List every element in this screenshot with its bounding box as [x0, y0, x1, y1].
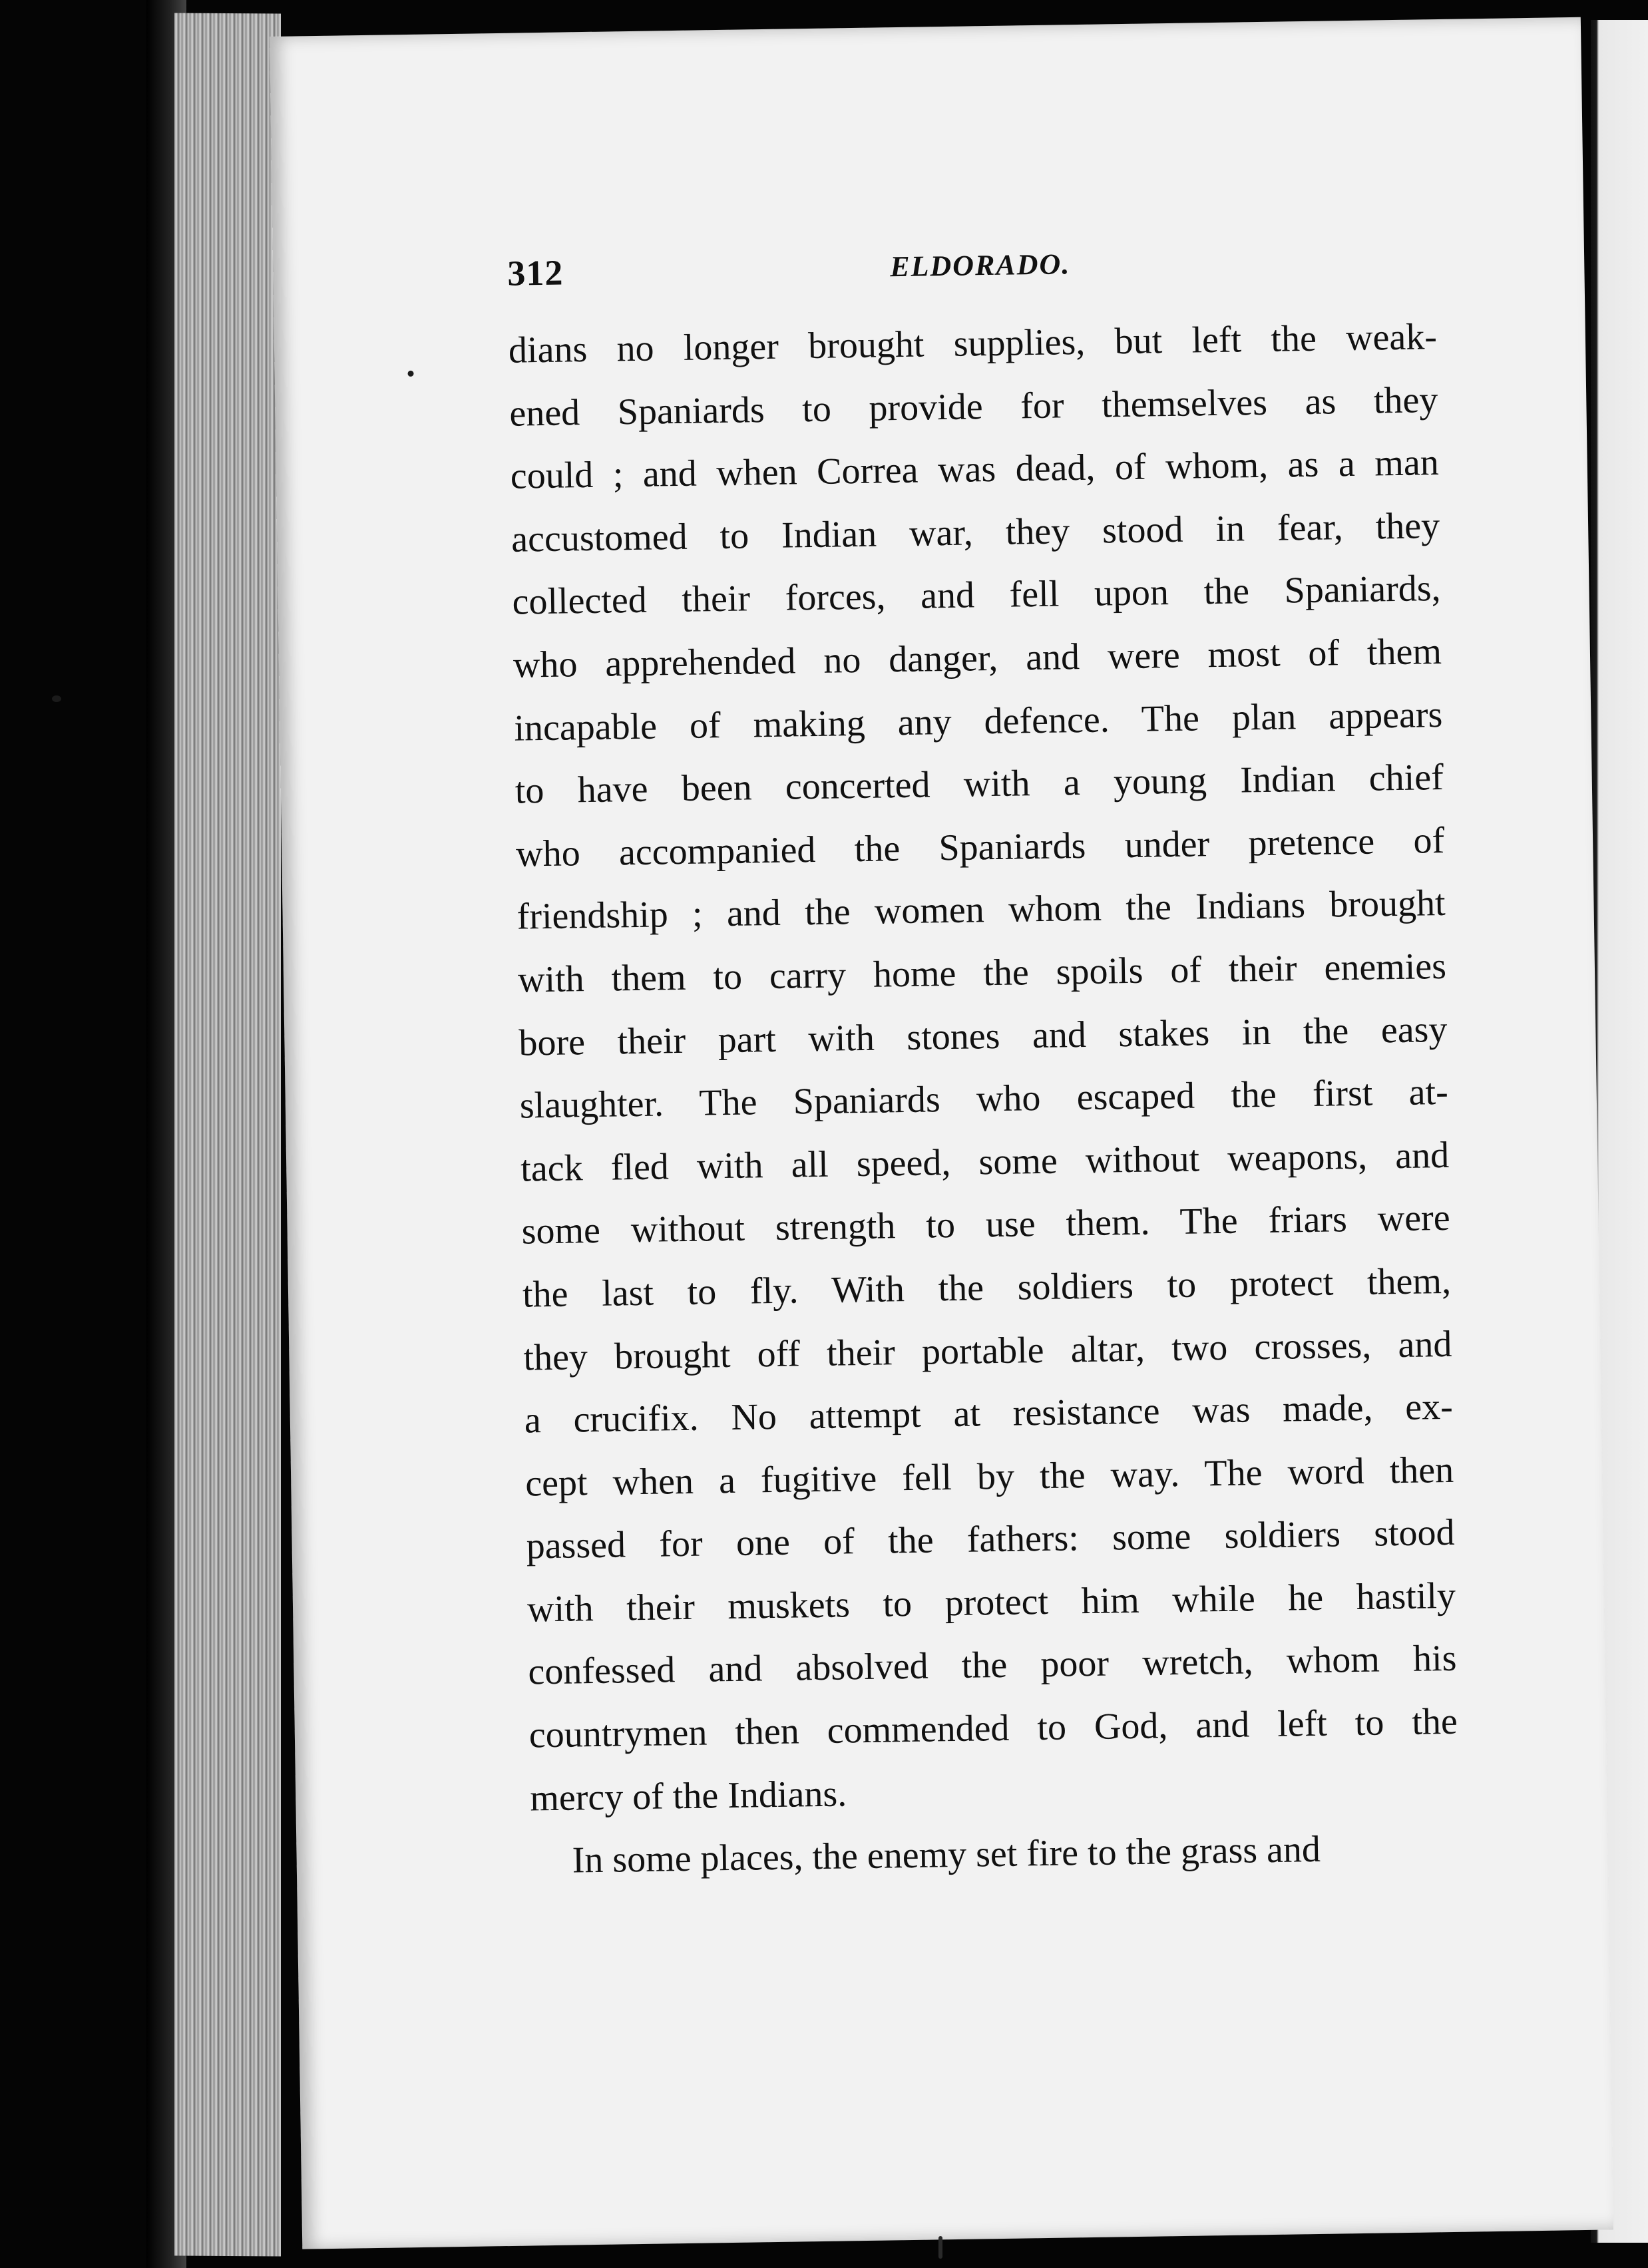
- body-text: [508, 305, 1460, 1893]
- text-line: mercy of the Indians.: [529, 1773, 847, 1819]
- text-line: could ; and when Correa was dead, of whom, as a man: [510, 442, 1440, 497]
- ink-speck: [52, 695, 61, 702]
- text-line: the last to fly. With the soldiers to protect them,: [522, 1260, 1452, 1316]
- page-edge-stack: [174, 13, 281, 2256]
- text-line: dians no longer brought supplies, but left the weak-: [508, 316, 1438, 371]
- text-line: bore their part with stones and stakes in the easy: [518, 1008, 1448, 1064]
- text-line: some without strength to use them. The friars were: [521, 1197, 1450, 1252]
- text-line: countrymen then commended to God, and left to the: [528, 1700, 1458, 1756]
- text-line: collected their forces, and fell upon the Spaniards,: [512, 568, 1441, 624]
- text-line: with their muskets to protect him while he hastily: [526, 1575, 1456, 1630]
- ink-speck: [407, 371, 413, 377]
- text-line: with them to carry home the spoils of their enemies: [517, 945, 1447, 1001]
- running-head: ELDORADO.: [889, 248, 1071, 284]
- book-page: [270, 17, 1613, 2249]
- ink-speck: [938, 2236, 942, 2259]
- text-line: confessed and absolved the poor wretch, whom his: [528, 1638, 1457, 1693]
- text-line: they brought off their portable altar, two crosses, and: [523, 1323, 1452, 1379]
- text-line: incapable of making any defence. The plan appears: [513, 693, 1443, 749]
- text-line: accustomed to Indian war, they stood in fear, they: [511, 504, 1440, 560]
- text-line: friendship ; and the women whom the Indians brought: [516, 882, 1446, 938]
- text-line: In some places, the enemy set fire to the grass and: [572, 1829, 1321, 1881]
- text-line: passed for one of the fathers: some soldiers stood: [526, 1512, 1456, 1567]
- text-line: to have been concerted with a young Indian chief: [515, 757, 1444, 812]
- text-line: tack fled with all speed, some without weapons, and: [520, 1134, 1450, 1190]
- text-line: a crucifix. No attempt at resistance was made, ex-: [524, 1386, 1454, 1441]
- text-line: who accompanied the Spaniards under pretence of: [515, 819, 1445, 875]
- text-line: ened Spaniards to provide for themselves as they: [509, 379, 1438, 435]
- text-line: who apprehended no danger, and were most of them: [513, 630, 1442, 686]
- text-line: slaughter. The Spaniards who escaped the first at-: [519, 1071, 1449, 1127]
- text-line: cept when a fugitive fell by the way. The word then: [524, 1449, 1454, 1505]
- page-number: 312: [507, 252, 564, 293]
- page-header: [507, 239, 1440, 313]
